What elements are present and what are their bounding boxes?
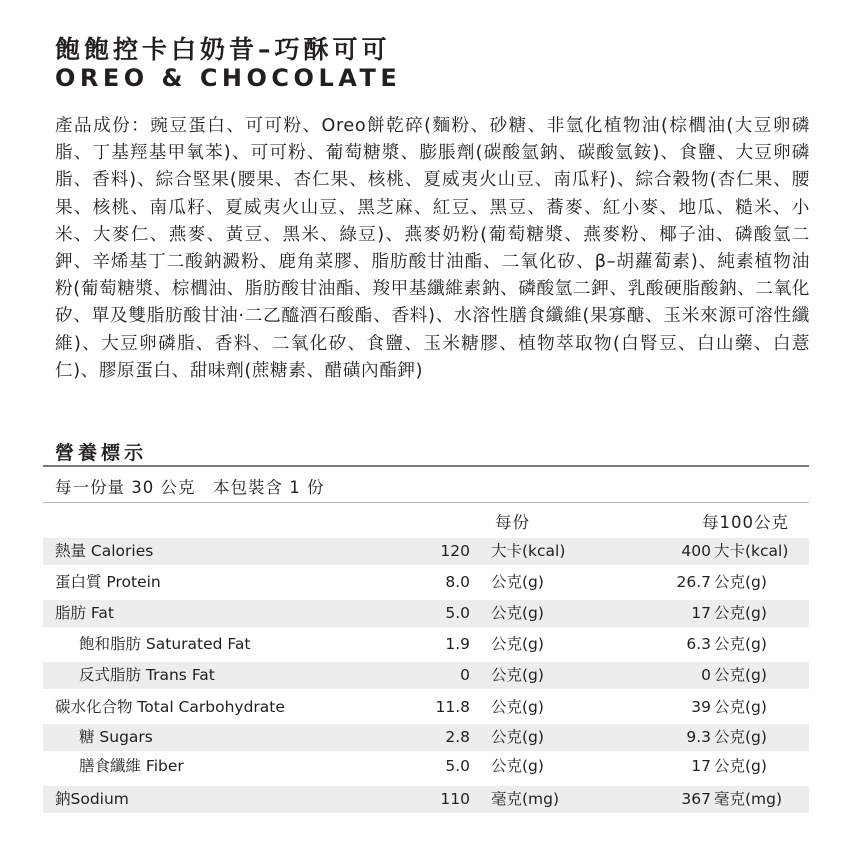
unit-per-100g: 公克(g) bbox=[714, 604, 767, 622]
unit-per-100g: 公克(g) bbox=[714, 698, 767, 716]
value-per-100g: 400 bbox=[681, 542, 711, 560]
serving-size: 每一份量 30 公克 本包裝含 1 份 bbox=[55, 478, 325, 497]
unit-per-serving: 公克(g) bbox=[491, 604, 544, 622]
nutrition-row-trans-fat bbox=[43, 662, 809, 689]
nutrition-row-sodium bbox=[43, 786, 809, 813]
unit-per-serving: 公克(g) bbox=[491, 757, 544, 775]
nutrition-row-sugars bbox=[43, 724, 809, 751]
unit-per-serving: 大卡(kcal) bbox=[491, 542, 566, 560]
value-per-serving: 110 bbox=[440, 790, 470, 808]
unit-per-100g: 大卡(kcal) bbox=[714, 542, 789, 560]
col-header-per-100g: 每100公克 bbox=[702, 513, 789, 532]
nutrition-header-rule bbox=[43, 502, 809, 503]
nutrient-label: 鈉Sodium bbox=[55, 790, 129, 808]
value-per-serving: 1.9 bbox=[445, 635, 470, 653]
unit-per-serving: 公克(g) bbox=[491, 666, 544, 684]
value-per-100g: 17 bbox=[691, 757, 711, 775]
value-per-100g: 6.3 bbox=[686, 635, 711, 653]
value-per-100g: 9.3 bbox=[686, 728, 711, 746]
unit-per-serving: 公克(g) bbox=[491, 728, 544, 746]
nutrient-label: 脂肪 Fat bbox=[55, 604, 114, 622]
product-title-zh: 飽飽控卡白奶昔–巧酥可可 bbox=[55, 35, 391, 64]
unit-per-100g: 公克(g) bbox=[714, 728, 767, 746]
value-per-100g: 26.7 bbox=[676, 573, 711, 591]
value-per-serving: 120 bbox=[440, 542, 470, 560]
nutrient-label: 熱量 Calories bbox=[55, 542, 154, 560]
value-per-serving: 0 bbox=[460, 666, 470, 684]
unit-per-serving: 公克(g) bbox=[491, 573, 544, 591]
nutrient-label: 碳水化合物 Total Carbohydrate bbox=[55, 698, 285, 716]
col-header-per-serving: 每份 bbox=[495, 513, 530, 532]
value-per-serving: 5.0 bbox=[445, 757, 470, 775]
unit-per-100g: 毫克(mg) bbox=[714, 790, 783, 808]
value-per-100g: 39 bbox=[691, 698, 711, 716]
unit-per-100g: 公克(g) bbox=[714, 573, 767, 591]
value-per-serving: 11.8 bbox=[435, 698, 470, 716]
value-per-serving: 2.8 bbox=[445, 728, 470, 746]
ingredients-text: 產品成份：豌豆蛋白、可可粉、Oreo餅乾碎(麵粉、砂糖、非氫化植物油(棕櫚油(大豆卵磷脂、丁基羥基甲氧苯)、可可粉、葡萄糖漿、膨脹劑(碳酸氫鈉、碳酸氫銨)、食鹽、大豆卵磷脂、香料)、綜合堅果(腰果、杏仁果、核桃、夏威夷火山豆、南瓜籽)、綜合穀物(杏仁果、腰果、核桃、南瓜籽、夏威夷火山豆、黑芝麻、紅豆、黑豆、蕎麥、紅小麥、地瓜、糙米、小米、大麥仁、燕麥、黃豆、黑米、綠豆)、燕麥奶粉(葡萄糖漿、燕麥粉、椰子油、磷酸氫二鉀、辛烯基丁二酸鈉澱粉、鹿角菜膠、脂肪酸甘油酯、二氧化矽、β–胡蘿蔔素)、純素植物油粉(葡萄糖漿、棕櫚油、脂肪酸甘油酯、羧甲基纖維素鈉、磷酸氫二鉀、乳酸硬脂酸鈉、二氧化矽、單及雙脂肪酸甘油·二乙醯酒石酸酯、香料)、水溶性膳食纖維(果寡醣、玉米來源可溶性纖維)、大豆卵磷脂、香料、二氧化矽、食鹽、玉米糖膠、植物萃取物(白腎豆、白山藥、白薏仁)、膠原蛋白、甜味劑(蔗糖素、醋磺內酯鉀) bbox=[55, 116, 810, 381]
unit-per-100g: 公克(g) bbox=[714, 666, 767, 684]
nutrient-label: 糖 Sugars bbox=[79, 728, 153, 746]
nutrition-row-calories bbox=[43, 538, 809, 565]
unit-per-serving: 毫克(mg) bbox=[491, 790, 560, 808]
nutrient-label: 反式脂肪 Trans Fat bbox=[79, 666, 215, 684]
unit-per-100g: 公克(g) bbox=[714, 635, 767, 653]
unit-per-100g: 公克(g) bbox=[714, 757, 767, 775]
value-per-serving: 8.0 bbox=[445, 573, 470, 591]
nutrient-label: 膳食纖維 Fiber bbox=[79, 757, 184, 775]
nutrient-label: 蛋白質 Protein bbox=[55, 573, 161, 591]
nutrition-row-protein bbox=[43, 569, 809, 596]
product-title-en: OREO & CHOCOLATE bbox=[55, 64, 402, 92]
nutrient-label: 飽和脂肪 Saturated Fat bbox=[79, 635, 251, 653]
unit-per-serving: 公克(g) bbox=[491, 635, 544, 653]
value-per-100g: 0 bbox=[701, 666, 711, 684]
value-per-100g: 17 bbox=[691, 604, 711, 622]
value-per-serving: 5.0 bbox=[445, 604, 470, 622]
nutrition-top-rule bbox=[43, 465, 809, 467]
nutrition-row-saturated-fat bbox=[43, 631, 809, 658]
unit-per-serving: 公克(g) bbox=[491, 698, 544, 716]
value-per-100g: 367 bbox=[681, 790, 711, 808]
nutrition-row-fat bbox=[43, 600, 809, 627]
nutrition-row-fiber bbox=[43, 753, 809, 780]
nutrition-title: 營養標示 bbox=[55, 442, 148, 464]
nutrition-row-carbohydrate bbox=[43, 694, 809, 721]
